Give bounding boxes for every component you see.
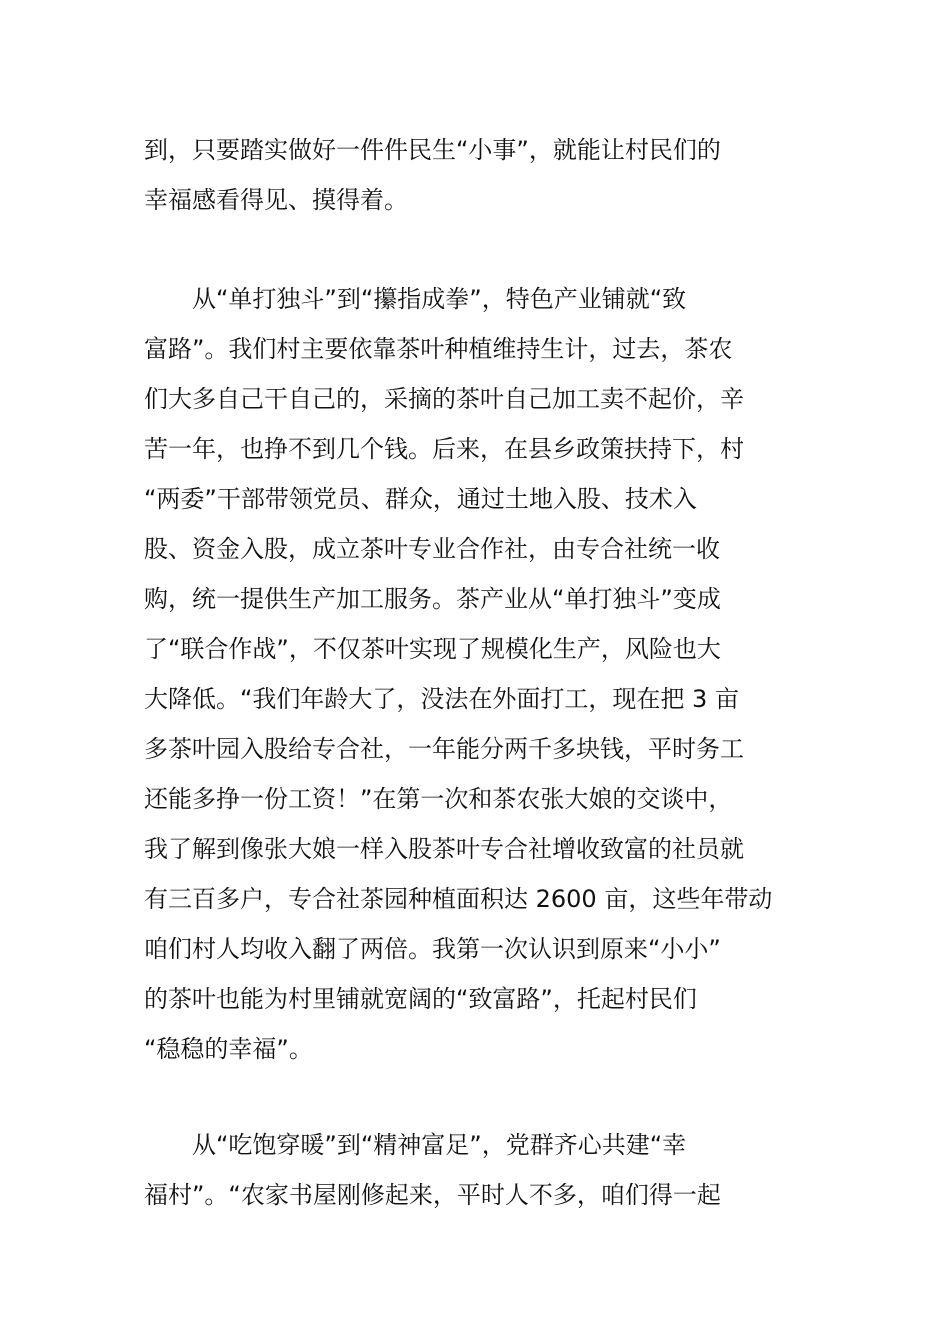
text-line: 多茶叶园入股给专合社，一年能分两千多块钱，平时务工: [144, 735, 744, 763]
text-line: 幸福感看得见、摸得着。: [144, 186, 408, 214]
text-line: 福村”。“农家书屋刚修起来，平时人不多，咱们得一起: [144, 1181, 721, 1209]
text-line: 的茶叶也能为村里铺就宽阔的“致富路”，托起村民们: [144, 985, 697, 1013]
paragraph-3: [144, 1120, 814, 1220]
text-line: 苦一年，也挣不到几个钱。后来，在县乡政策扶持下，村: [144, 435, 744, 463]
text-line: “两委”干部带领党员、群众，通过土地入股、技术入: [144, 485, 697, 513]
text-line: 咱们村人均收入翻了两倍。我第一次认识到原来“小小”: [144, 935, 721, 963]
text-line: 还能多挣一份工资！”在第一次和茶农张大娘的交谈中，: [144, 785, 733, 813]
text-line: 了“联合作战”，不仅茶叶实现了规模化生产，风险也大: [144, 635, 721, 663]
text-line: 股、资金入股，成立茶叶专业合作社，由专合社统一收: [144, 535, 720, 563]
text-line: 富路”。我们村主要依靠茶叶种植维持生计，过去，茶农: [144, 335, 733, 363]
text-line: 到，只要踏实做好一件件民生“小事”，就能让村民们的: [144, 136, 721, 164]
text-line: 我了解到像张大娘一样入股茶叶专合社增收致富的社员就: [144, 835, 744, 863]
text-line: 有三百多户，专合社茶园种植面积达 2600 亩，这些年带动: [144, 885, 773, 913]
text-line: 从“吃饱穿暖”到“精神富足”，党群齐心共建“幸: [144, 1131, 687, 1159]
paragraph-1: [144, 125, 814, 225]
text-line: 大降低。“我们年龄大了，没法在外面打工，现在把 3 亩: [144, 685, 739, 713]
text-line: 从“单打独斗”到“攥指成拳”，特色产业铺就“致: [144, 285, 687, 313]
text-line: “稳稳的幸福”。: [144, 1035, 313, 1063]
text-line: 购，统一提供生产加工服务。茶产业从“单打独斗”变成: [144, 585, 721, 613]
paragraph-2: [144, 274, 814, 1074]
text-line: 们大多自己干自己的，采摘的茶叶自己加工卖不起价，辛: [144, 385, 744, 413]
